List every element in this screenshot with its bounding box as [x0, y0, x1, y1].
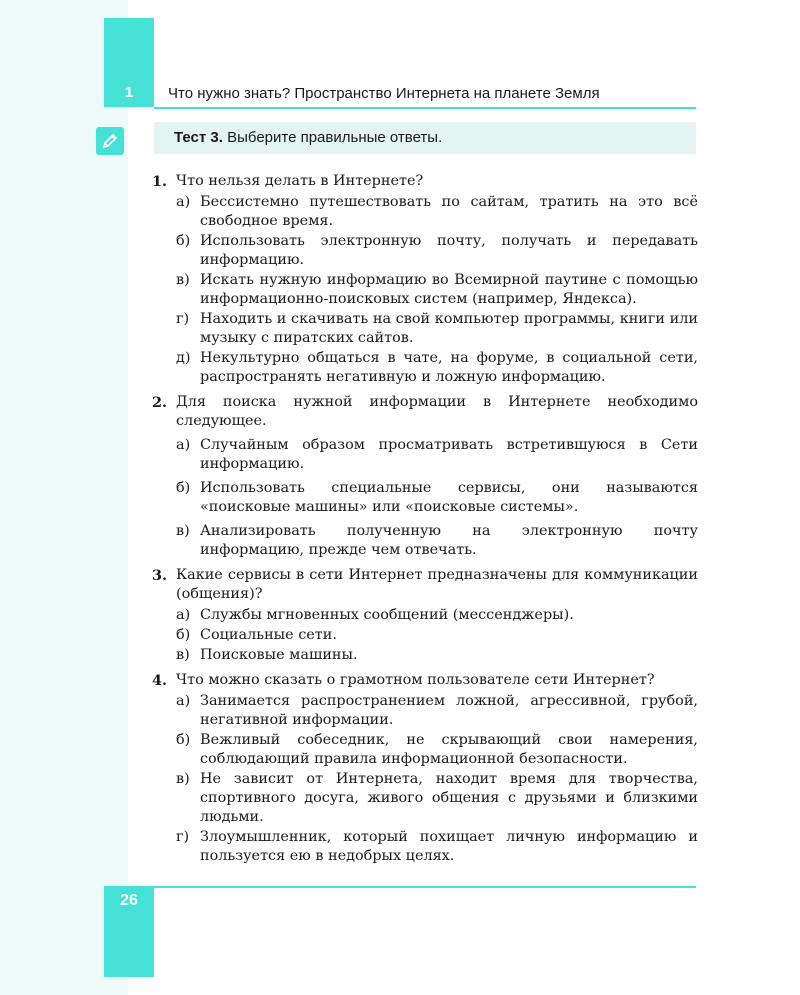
option-text: Искать нужную информацию во Всемирной паутине с помощью информационно-поисковых систем (например, Яндекса).: [200, 272, 698, 307]
option-text: Социальные сети.: [200, 627, 337, 643]
answer-option: [176, 828, 698, 866]
header-divider: [154, 107, 696, 109]
option-text: Занимается распространением ложной, агрессивной, грубой, негативной информации.: [200, 693, 698, 728]
option-text: Не зависит от Интернета, находит время для творчества, спортивного досуга, живого общения с друзьями и близкими людьми.: [200, 771, 698, 825]
answer-option: [176, 271, 698, 309]
test-label: Тест 3.: [174, 129, 223, 146]
option-letter: а): [176, 693, 191, 709]
option-letter: д): [176, 350, 191, 366]
option-letter: б): [176, 732, 191, 748]
option-text: Службы мгновенных сообщений (мессенджеры).: [200, 607, 574, 623]
option-text: Случайным образом просматривать встретившуюся в Сети информацию.: [200, 437, 698, 472]
option-text: Использовать специальные сервисы, они называются «поисковые машины» или «поисковые системы».: [200, 480, 698, 515]
option-text: Некультурно общаться в чате, на форуме, в социальной сети, распространять негативную и ложную информацию.: [200, 350, 698, 385]
test-instruction: Выберите правильные ответы.: [227, 129, 443, 146]
question-1: [152, 172, 698, 387]
chapter-number: 1: [124, 84, 134, 101]
footer-divider: [104, 886, 696, 888]
option-text: Использовать электронную почту, получать и передавать информацию.: [200, 233, 698, 268]
question-text: Что можно сказать о грамотном пользователе сети Интернет?: [176, 672, 655, 688]
option-text: Находить и скачивать на свой компьютер программы, книги или музыку с пиратских сайтов.: [200, 311, 698, 346]
question-number: 1.: [152, 173, 168, 190]
question-number: 2.: [152, 394, 168, 411]
answer-option: [176, 646, 698, 665]
answer-option: [176, 731, 698, 769]
page-header-title: Что нужно знать? Пространство Интернета на планете Земля: [168, 85, 600, 102]
pencil-icon: [96, 127, 124, 155]
option-letter: в): [176, 771, 190, 787]
option-letter: а): [176, 607, 191, 623]
answer-option: [176, 626, 698, 645]
option-letter: в): [176, 523, 190, 539]
question-text: Что нельзя делать в Интернете?: [176, 173, 424, 189]
question-4: [152, 671, 698, 866]
question-3: [152, 566, 698, 665]
answer-option: [176, 436, 698, 474]
option-text: Злоумышленник, который похищает личную информацию и пользуется ею в недобрых целях.: [200, 829, 698, 864]
question-number: 4.: [152, 672, 168, 689]
option-letter: б): [176, 480, 191, 496]
answer-option: [176, 522, 698, 560]
answer-option: [176, 310, 698, 348]
option-letter: а): [176, 194, 191, 210]
answer-option: [176, 349, 698, 387]
test-heading: [174, 129, 442, 146]
option-letter: б): [176, 627, 191, 643]
option-letter: в): [176, 272, 190, 288]
option-text: Анализировать полученную на электронную почту информацию, прежде чем отвечать.: [200, 523, 698, 558]
question-2: [152, 393, 698, 560]
option-letter: б): [176, 233, 191, 249]
option-letter: г): [176, 311, 190, 327]
answer-option: [176, 232, 698, 270]
answer-option: [176, 606, 698, 625]
answer-option: [176, 193, 698, 231]
question-text: Для поиска нужной информации в Интернете необходимо следующее.: [176, 394, 698, 429]
page-number: 26: [120, 892, 138, 909]
option-letter: г): [176, 829, 190, 845]
question-text: Какие сервисы в сети Интернет предназначены для коммуникации (общения)?: [176, 567, 698, 602]
option-letter: а): [176, 437, 191, 453]
option-text: Поисковые машины.: [200, 647, 358, 663]
option-text: Вежливый собеседник, не скрывающий свои намерения, соблюдающий правила информационной безопасности.: [200, 732, 698, 767]
answer-option: [176, 770, 698, 827]
question-list: [152, 172, 698, 872]
option-letter: в): [176, 647, 190, 663]
answer-option: [176, 692, 698, 730]
answer-option: [176, 479, 698, 517]
question-number: 3.: [152, 567, 168, 584]
option-text: Бессистемно путешествовать по сайтам, тратить на это всё свободное время.: [200, 194, 698, 229]
